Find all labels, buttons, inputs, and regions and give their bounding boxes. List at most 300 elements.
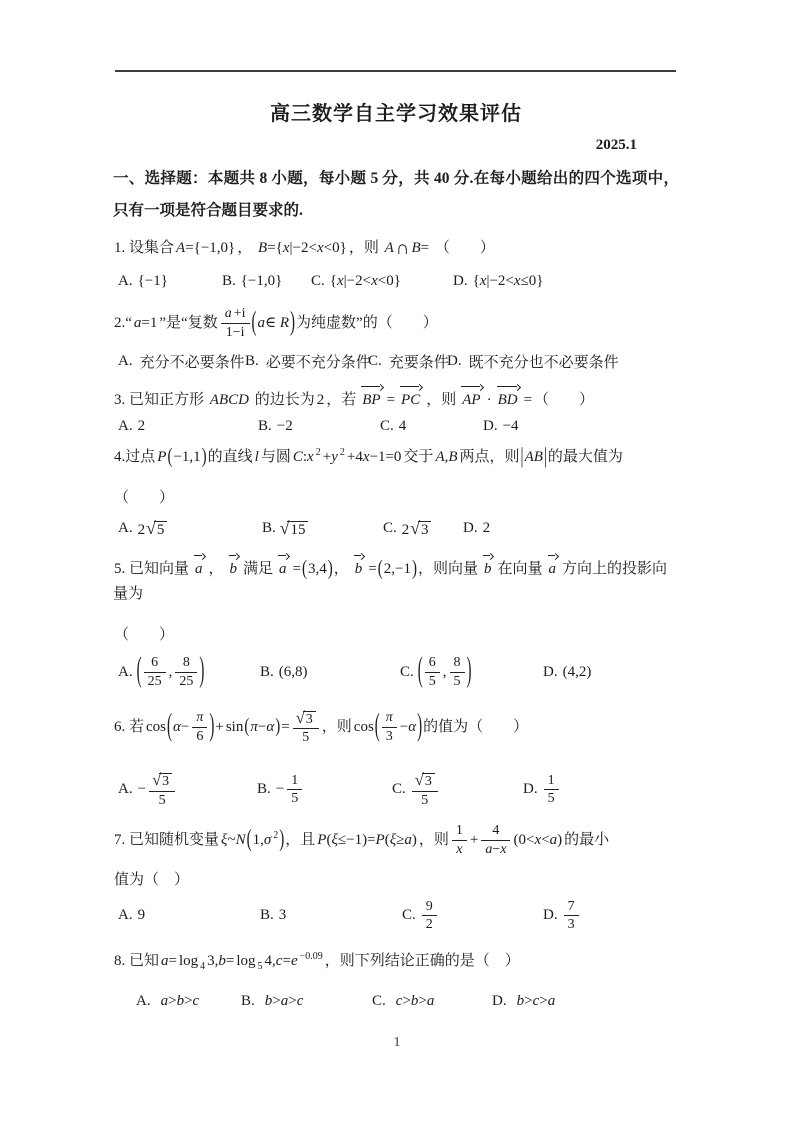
vector: a <box>547 557 559 582</box>
fraction-numerator <box>452 823 467 840</box>
option-label: B. <box>241 993 255 1010</box>
math-run: −4 <box>502 418 519 435</box>
question-4-stem-continued <box>113 487 679 509</box>
math-run: {−1,0} <box>240 273 283 289</box>
math-run: b>a>c <box>264 993 304 1010</box>
math-run: A={−1,0} <box>176 240 236 256</box>
math-run: 15 <box>290 522 306 539</box>
text-run: ，则下列结论正确的是（ ） <box>324 953 520 970</box>
question-8-options <box>118 993 679 1010</box>
fraction-denominator <box>293 728 319 746</box>
question-7-stem <box>113 822 679 858</box>
exam-title: 高三数学自主学习效果评估 <box>270 103 522 125</box>
math-run: {x|−2<x≤0} <box>472 273 544 289</box>
fraction-numerator <box>221 306 250 323</box>
math-run: 9 <box>137 907 146 924</box>
math-run: 5 <box>156 522 165 539</box>
math-run: +y <box>322 449 338 466</box>
question-5-option-C <box>400 654 543 690</box>
question-5-option-B <box>260 664 400 681</box>
math-run: 5 <box>428 674 436 690</box>
math-run: 6 <box>428 655 436 671</box>
vector-arrow-icon <box>460 384 482 388</box>
math-run: +i <box>233 306 246 321</box>
text-run: 的最大值为 <box>547 449 623 466</box>
section-heading-line2: 只有一项是符合题目要求的. <box>113 202 303 219</box>
fraction-numerator <box>564 899 579 916</box>
question-7-option-D <box>543 898 581 934</box>
fraction-denominator <box>287 789 302 807</box>
math-run: b>c>a <box>516 993 556 1010</box>
option-content <box>280 518 309 539</box>
option-label: C. <box>372 993 386 1010</box>
fraction <box>452 823 467 857</box>
math-run: 25 <box>179 674 194 690</box>
math-run: 5 <box>547 791 555 807</box>
math-run: P <box>157 449 167 466</box>
question-6-options <box>118 770 679 809</box>
fraction <box>293 709 319 746</box>
option-content <box>264 993 305 1010</box>
math-run: 4 <box>398 418 407 435</box>
question-4-option-D <box>463 520 491 537</box>
radical <box>146 518 167 539</box>
text-run: 必要不充分条件 <box>265 355 371 372</box>
option-content <box>401 518 432 539</box>
question-7-options <box>118 898 679 934</box>
fraction <box>425 655 440 689</box>
math-run: 2 <box>339 447 345 459</box>
text-run: 的值为（ ） <box>423 718 529 735</box>
math-run: A,B <box>435 449 458 466</box>
math-run: x <box>456 842 463 858</box>
fraction-numerator <box>192 710 207 727</box>
option-label: A. <box>136 993 151 1010</box>
math-run: 2 <box>315 447 321 459</box>
radical-sign: √ <box>295 707 305 727</box>
math-run: 4 <box>492 823 500 839</box>
option-content <box>562 898 581 934</box>
option-label: C. <box>383 520 397 537</box>
question-3-stem <box>113 385 679 413</box>
math-run: 6 <box>151 655 159 671</box>
option-content <box>275 772 304 808</box>
text-run: ，且 <box>285 831 316 848</box>
option-content <box>137 907 147 924</box>
fraction-denominator <box>221 323 250 341</box>
fraction-denominator <box>412 791 438 809</box>
stretched-delimiter: ) <box>199 652 205 690</box>
option-label: B. <box>245 353 259 370</box>
stretched-delimiter: ) <box>290 307 296 337</box>
option-label: C. <box>402 907 416 924</box>
question-4-stem <box>113 445 679 470</box>
question-6-option-A <box>118 770 257 809</box>
math-run: , <box>168 663 173 680</box>
section-heading <box>113 163 679 227</box>
text-run: （ ） <box>534 392 595 409</box>
option-content <box>468 351 620 372</box>
math-run: 9 <box>425 898 433 914</box>
option-content <box>472 273 545 290</box>
option-content <box>137 770 178 809</box>
fraction <box>412 771 438 808</box>
radical-sign: √ <box>279 518 290 539</box>
math-run: 3 <box>420 522 429 539</box>
option-label: A. <box>118 520 133 537</box>
option-content <box>276 418 294 435</box>
math-run: 2 <box>425 917 433 933</box>
math-run: 2,−1 <box>383 561 411 578</box>
question-1-option-B <box>222 273 311 290</box>
math-run: + <box>469 831 479 848</box>
radical <box>296 709 316 728</box>
fraction <box>144 655 166 689</box>
stretched-delimiter: ) <box>275 716 281 738</box>
math-run: −0.09 <box>299 951 323 963</box>
math-run: 1 <box>455 823 463 839</box>
question-8-option-A <box>136 993 241 1010</box>
math-run: B={x|−2<x<0} <box>258 240 347 256</box>
fraction <box>422 899 437 933</box>
math-run: l <box>254 449 259 466</box>
math-run: sin <box>225 718 244 735</box>
math-run: 2 <box>137 522 146 539</box>
option-label: C. <box>392 781 406 798</box>
math-run: ξ~N <box>221 831 246 848</box>
text-run: 与圆 <box>260 449 291 466</box>
math-run: π <box>385 710 393 726</box>
question-2-option-B <box>245 351 371 372</box>
section-heading-line1: 一、选择题：本题共 8 小题，每小题 5 分，共 40 分.在每小题给出的四个选项中， <box>113 170 679 187</box>
vector: BD <box>496 388 520 413</box>
option-label: D. <box>543 907 558 924</box>
math-run: 3 <box>385 728 393 744</box>
option-label: B. <box>262 520 276 537</box>
text-run: ，则 <box>321 718 352 735</box>
option-content <box>418 654 472 690</box>
radical-sign: √ <box>414 770 424 790</box>
superscript <box>315 447 322 458</box>
math-run: 3,4 <box>308 561 327 578</box>
math-run: 1,σ <box>252 831 272 848</box>
question-2-stem <box>113 305 679 341</box>
fraction-numerator <box>382 710 397 727</box>
text-run: 在向量 <box>497 561 543 578</box>
text-run: 的直线 <box>207 449 253 466</box>
fraction-numerator <box>293 709 319 729</box>
fraction-numerator <box>149 771 175 791</box>
question-4-option-B <box>262 518 383 539</box>
option-label: D. <box>492 993 507 1010</box>
question-6-option-B <box>257 772 392 808</box>
stretched-delimiter: | <box>543 445 547 470</box>
text-run: 的最小 <box>564 831 610 848</box>
option-label: D. <box>483 418 498 435</box>
option-label: B. <box>258 418 272 435</box>
question-8 <box>113 949 679 1010</box>
option-label: C. <box>368 353 382 370</box>
question-2-option-A <box>118 351 245 372</box>
option-content <box>516 993 557 1010</box>
math-run: 2 <box>316 392 325 409</box>
option-label: A. <box>118 273 133 289</box>
superscript <box>339 447 346 458</box>
math-run: A <box>384 240 394 256</box>
option-label: A. <box>118 664 133 681</box>
math-run: (0<x<a) <box>513 831 563 848</box>
text-run: ， <box>333 561 349 578</box>
page-number: 1 <box>393 1035 401 1050</box>
fraction <box>287 773 302 807</box>
option-content <box>395 993 436 1010</box>
question-6-option-C <box>392 770 523 809</box>
fraction-numerator <box>412 771 438 791</box>
vector-arrow-icon <box>228 553 240 557</box>
question-5-option-A <box>118 654 260 690</box>
option-label: D. <box>453 273 468 289</box>
math-run: {−1} <box>137 273 168 289</box>
fraction-numerator <box>287 773 302 790</box>
math-run: 4,c=e <box>264 953 298 970</box>
fraction <box>382 710 397 744</box>
math-run: 3 <box>305 711 313 727</box>
option-label: D. <box>447 353 462 370</box>
math-run: · <box>486 392 492 409</box>
text-run: ”是“复数 <box>159 314 218 331</box>
math-run: 8 <box>453 655 461 671</box>
math-run: π <box>196 710 204 726</box>
question-5-option-D <box>543 664 592 681</box>
fraction-numerator <box>422 899 437 916</box>
math-run: a>b>c <box>160 993 200 1010</box>
option-label: D. <box>543 664 558 681</box>
question-3-option-D <box>483 418 520 435</box>
radicand <box>418 521 432 539</box>
question-7-option-B <box>260 907 402 924</box>
math-run: log <box>178 953 199 970</box>
fraction-denominator <box>452 840 467 858</box>
math-run: = <box>292 561 302 578</box>
question-7-option-C <box>402 898 543 934</box>
stretched-delimiter: ( <box>167 445 173 469</box>
stretched-delimiter: | <box>520 445 524 470</box>
text-run: 3. 已知正方形 <box>114 392 208 409</box>
vector-arrow-icon <box>360 384 382 388</box>
option-label: B. <box>257 781 271 798</box>
math-run: 1−i <box>225 324 245 340</box>
question-1-option-A <box>118 273 222 290</box>
math-run: + <box>215 718 224 735</box>
radical-sign: √ <box>152 770 162 790</box>
stretched-delimiter: ( <box>244 716 250 738</box>
stretched-delimiter: ( <box>251 307 257 337</box>
vector-arrow-icon <box>547 553 559 557</box>
stretched-delimiter: ( <box>246 826 252 853</box>
stretched-delimiter: ( <box>167 709 173 744</box>
question-4-option-A <box>118 518 262 539</box>
option-content <box>398 418 408 435</box>
stretched-delimiter: ( <box>374 709 380 744</box>
option-label: A. <box>118 907 133 924</box>
option-label: B. <box>260 907 274 924</box>
option-label: A. <box>118 353 133 370</box>
question-6-stem <box>113 708 679 747</box>
option-label: A. <box>118 781 133 798</box>
fraction-numerator <box>481 823 510 840</box>
big-operator: ∩ <box>395 238 410 259</box>
stretched-delimiter: ) <box>327 557 333 581</box>
vector: a <box>277 557 289 582</box>
text-run: 7. 已知随机变量 <box>114 831 220 848</box>
question-1-stem <box>113 236 679 261</box>
math-run: 2 <box>273 829 279 841</box>
stretched-delimiter: ) <box>201 445 207 469</box>
text-run: 充分不必要条件 <box>139 355 245 372</box>
math-run: a−x <box>485 842 507 858</box>
fraction <box>192 710 207 744</box>
question-1-option-D <box>453 273 545 290</box>
math-run: − <box>275 781 285 798</box>
math-run: a∈ R <box>257 314 290 331</box>
fraction-denominator <box>175 672 197 690</box>
vector: a <box>193 557 205 582</box>
math-run: 5 <box>421 792 429 808</box>
math-run: ABCD <box>209 392 249 409</box>
text-run: ， <box>208 561 224 578</box>
radicand <box>303 711 316 728</box>
question-5-stem <box>113 554 679 607</box>
text-run: 8. 已知 <box>114 953 160 970</box>
radicand <box>154 521 168 539</box>
text-run: 满足 <box>243 561 274 578</box>
math-run: cos <box>146 718 167 735</box>
question-list <box>113 236 679 1010</box>
text-run: 5. 已知向量 <box>114 561 190 578</box>
fraction <box>149 771 175 808</box>
radical-sign: √ <box>146 518 156 539</box>
fraction <box>221 306 250 340</box>
stretched-delimiter: ) <box>279 826 285 853</box>
text-run: 值为（ ） <box>114 871 190 888</box>
fraction <box>544 773 559 807</box>
vector-arrow-icon <box>353 553 365 557</box>
radicand <box>287 521 308 539</box>
question-3-option-A <box>118 418 258 435</box>
math-run: {x|−2<x<0} <box>329 273 401 289</box>
question-7 <box>113 822 679 934</box>
text-run: 4.过点 <box>114 449 156 466</box>
math-run: cos <box>353 718 374 735</box>
fraction-denominator <box>450 672 465 690</box>
text-run: ，则 <box>418 831 449 848</box>
vector-arrow-icon <box>482 553 494 557</box>
question-1-options <box>118 273 679 290</box>
vector-arrow-icon <box>193 553 205 557</box>
math-run: 3 <box>278 907 287 924</box>
stretched-delimiter: ) <box>411 557 417 581</box>
math-run: = <box>523 392 533 409</box>
vector: AP <box>460 388 482 413</box>
fraction-denominator <box>544 789 559 807</box>
math-run: = <box>386 392 396 409</box>
question-4-option-C <box>383 518 463 539</box>
option-content <box>137 518 168 539</box>
stretched-delimiter: ( <box>302 557 308 581</box>
vector-arrow-icon <box>399 384 422 388</box>
text-run: 的边长为 <box>250 392 315 409</box>
text-run: （ ） <box>114 490 175 507</box>
text-run: 6. 若 <box>114 718 145 735</box>
superscript <box>272 830 279 841</box>
vector: b <box>353 557 365 582</box>
fraction-denominator <box>382 727 397 745</box>
math-run: 25 <box>147 674 162 690</box>
math-run: 3,b= <box>207 953 235 970</box>
question-3-options <box>118 418 679 435</box>
radicand <box>159 773 172 790</box>
text-run: ，则 <box>348 240 383 256</box>
fraction-denominator <box>149 791 175 809</box>
radical <box>410 518 431 539</box>
vector-arrow-icon <box>496 384 520 388</box>
fraction-numerator <box>144 655 166 672</box>
option-content <box>137 273 169 290</box>
stretched-delimiter: ( <box>417 652 423 690</box>
question-7-stem-continued <box>113 869 679 891</box>
math-run: = <box>281 718 290 735</box>
fraction-denominator <box>192 727 207 745</box>
question-7-option-A <box>118 907 260 924</box>
question-2-options <box>118 351 679 372</box>
math-run: B= <box>411 240 430 256</box>
math-run: 5 <box>453 674 461 690</box>
option-label: D. <box>523 781 538 798</box>
superscript <box>299 951 324 962</box>
math-run: (4,2) <box>562 664 592 681</box>
text-run: 充要条件 <box>388 355 449 372</box>
option-content <box>137 654 205 690</box>
math-run: −α <box>399 718 417 735</box>
stretched-delimiter: ) <box>209 709 215 744</box>
radicand <box>422 773 435 790</box>
fraction <box>450 655 465 689</box>
option-label: A. <box>118 418 133 435</box>
stretched-delimiter: ( <box>136 652 142 690</box>
fraction-denominator <box>564 915 579 933</box>
math-run: log <box>236 953 256 970</box>
text-run: 2.“ <box>114 314 132 331</box>
question-2 <box>113 305 679 372</box>
option-content <box>329 273 402 290</box>
radical-sign: √ <box>410 518 420 539</box>
option-label: C. <box>380 418 394 435</box>
math-run: P(ξ≤−1)=P(ξ≥a) <box>317 831 417 848</box>
text-run: ，则 <box>426 392 457 409</box>
math-run: 2 <box>482 520 491 537</box>
option-content <box>160 993 201 1010</box>
question-8-option-C <box>372 993 492 1010</box>
stretched-delimiter: ) <box>417 709 423 744</box>
math-run: α− <box>173 718 190 735</box>
fraction-numerator <box>450 655 465 672</box>
math-run: 8 <box>182 655 190 671</box>
question-1 <box>113 236 679 290</box>
question-4 <box>113 445 679 539</box>
option-content <box>388 351 450 372</box>
math-run: 3 <box>162 774 170 790</box>
math-run: −2 <box>276 418 293 435</box>
